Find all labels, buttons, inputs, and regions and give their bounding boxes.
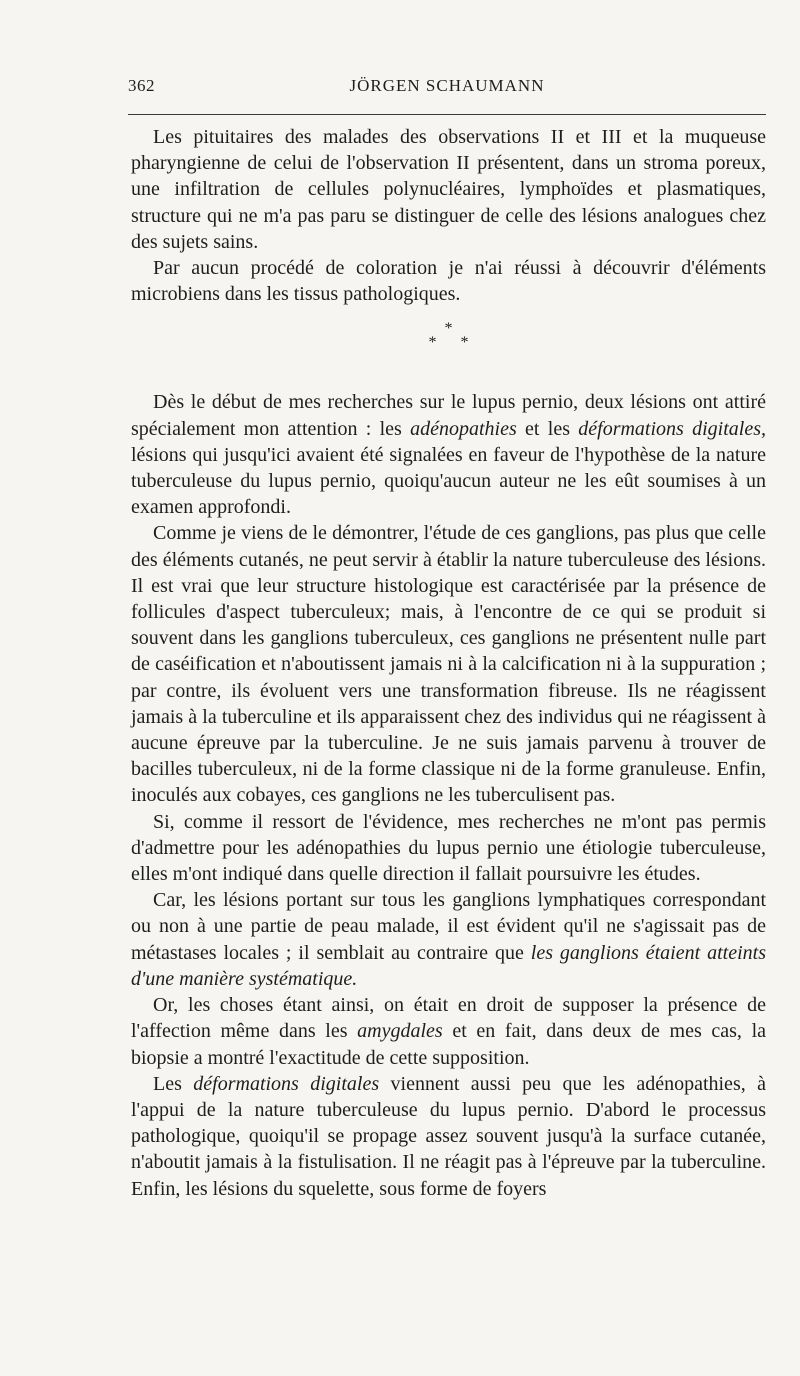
italic-ganglions-systematique: les ganglions étaient atteints d'une manière systématique. [131,941,766,990]
paragraph-3-text-c: et les [516,417,579,440]
paragraph-8-text-a: Les [153,1072,194,1095]
asterism-top: * [444,320,453,338]
running-title: JÖRGEN SCHAUMANN [349,76,545,95]
paragraph-8-text-c: viennent aussi peu que les adénopathies, à l'appui de la nature tuberculeuse du lupus pernio. D'abord le processus pathologique, quoiqu'il se propage assez souvent jusqu'à la surface cutanée, n'aboutit jamais à la fistulisation. Il ne réagit pas à l'épreuve par la tuberculine. Enfin, les lésions du squelette, sous forme de foyers [131,1072,766,1200]
section-asterism [131,311,766,389]
paragraph-6-text-a: Car, les lésions portant sur tous les ganglions lymphatiques correspondant ou non à une partie de peau malade, il est évident qu'il ne s'agissait pas de métastases locales ; il semblait au contraire que [131,889,766,964]
paragraph-6 [131,887,766,992]
paragraph-4: Comme je viens de le démontrer, l'étude de ces ganglions, pas plus que celle des éléments cutanés, ne peut servir à établir la nature tuberculeuse des lésions. Il est vrai que leur structure histologique est caractérisée par la présence de follicules d'aspect tuberculeux; mais, à l'encontre de ce qui se produit si souvent dans les ganglions tuberculeux, ces ganglions ne présentent nulle part de caséification et n'aboutissent jamais ni à la calcification ni à la suppuration ; par contre, ils évoluent vers une transformation fibreuse. Ils ne réagissent jamais à la tuberculine et ils apparaissent chez des individus qui ne réagissent à aucune épreuve par la tuberculine. Je ne suis jamais parvenu à trouver de bacilles tuberculeux, ni de la forme classique ni de la forme granuleuse. Enfin, inoculés aux cobayes, ces ganglions ne les tuberculisent pas. [131,522,766,807]
paragraph-7 [131,992,766,1071]
paragraph-2: Par aucun procédé de coloration je n'ai réussi à découvrir d'éléments microbiens dans les tissus pathologiques. [131,257,766,306]
paragraph-3 [131,389,766,520]
running-header [128,76,766,102]
paragraph-3-text-a: Dès le début de mes recherches sur le lupus pernio, deux lésions ont attiré spécialement mon attention : les [131,391,766,440]
paragraph-3-text-e: lésions qui jusqu'ici avaient été signalées en faveur de l'hypothèse de la nature tuberculeuse du lupus pernio, quoiqu'aucun auteur ne les eût soumises à un examen approfondi. [131,443,766,519]
asterism-bottom: * * [428,334,479,352]
italic-deformations-digitales: déformations digitales, [578,417,766,440]
paragraph-7-text-a: Or, les choses étant ainsi, on était en droit de supposer la présence de l'affection même dans les [131,994,766,1043]
header-rule [128,114,766,115]
italic-adenopathies: adénopathies [410,417,517,440]
page-number: 362 [128,76,155,95]
body-text [131,124,766,1202]
paragraph-1: Les pituitaires des malades des observations II et III et la muqueuse pharyngienne de celui de l'observation II présentent, dans un stroma poreux, une infiltration de cellules polynucléaires, lymphoïdes et plasmatiques, structure qui ne m'a pas paru se distinguer de celle des lésions analogues chez des sujets sains. [131,126,766,253]
italic-amygdales: amygdales [357,1020,443,1043]
paragraph-8 [131,1071,766,1202]
paragraph-5: Si, comme il ressort de l'évidence, mes recherches ne m'ont pas permis d'admettre pour les adénopathies du lupus pernio une étiologie tuberculeuse, elles m'ont indiqué dans quelle direction il fallait poursuivre les études. [131,810,766,886]
paragraph-7-text-c: et en fait, dans deux de mes cas, la biopsie a montré l'exactitude de cette supposition. [131,1020,766,1069]
italic-deformations-digitales-2: déformations digitales [193,1072,380,1095]
